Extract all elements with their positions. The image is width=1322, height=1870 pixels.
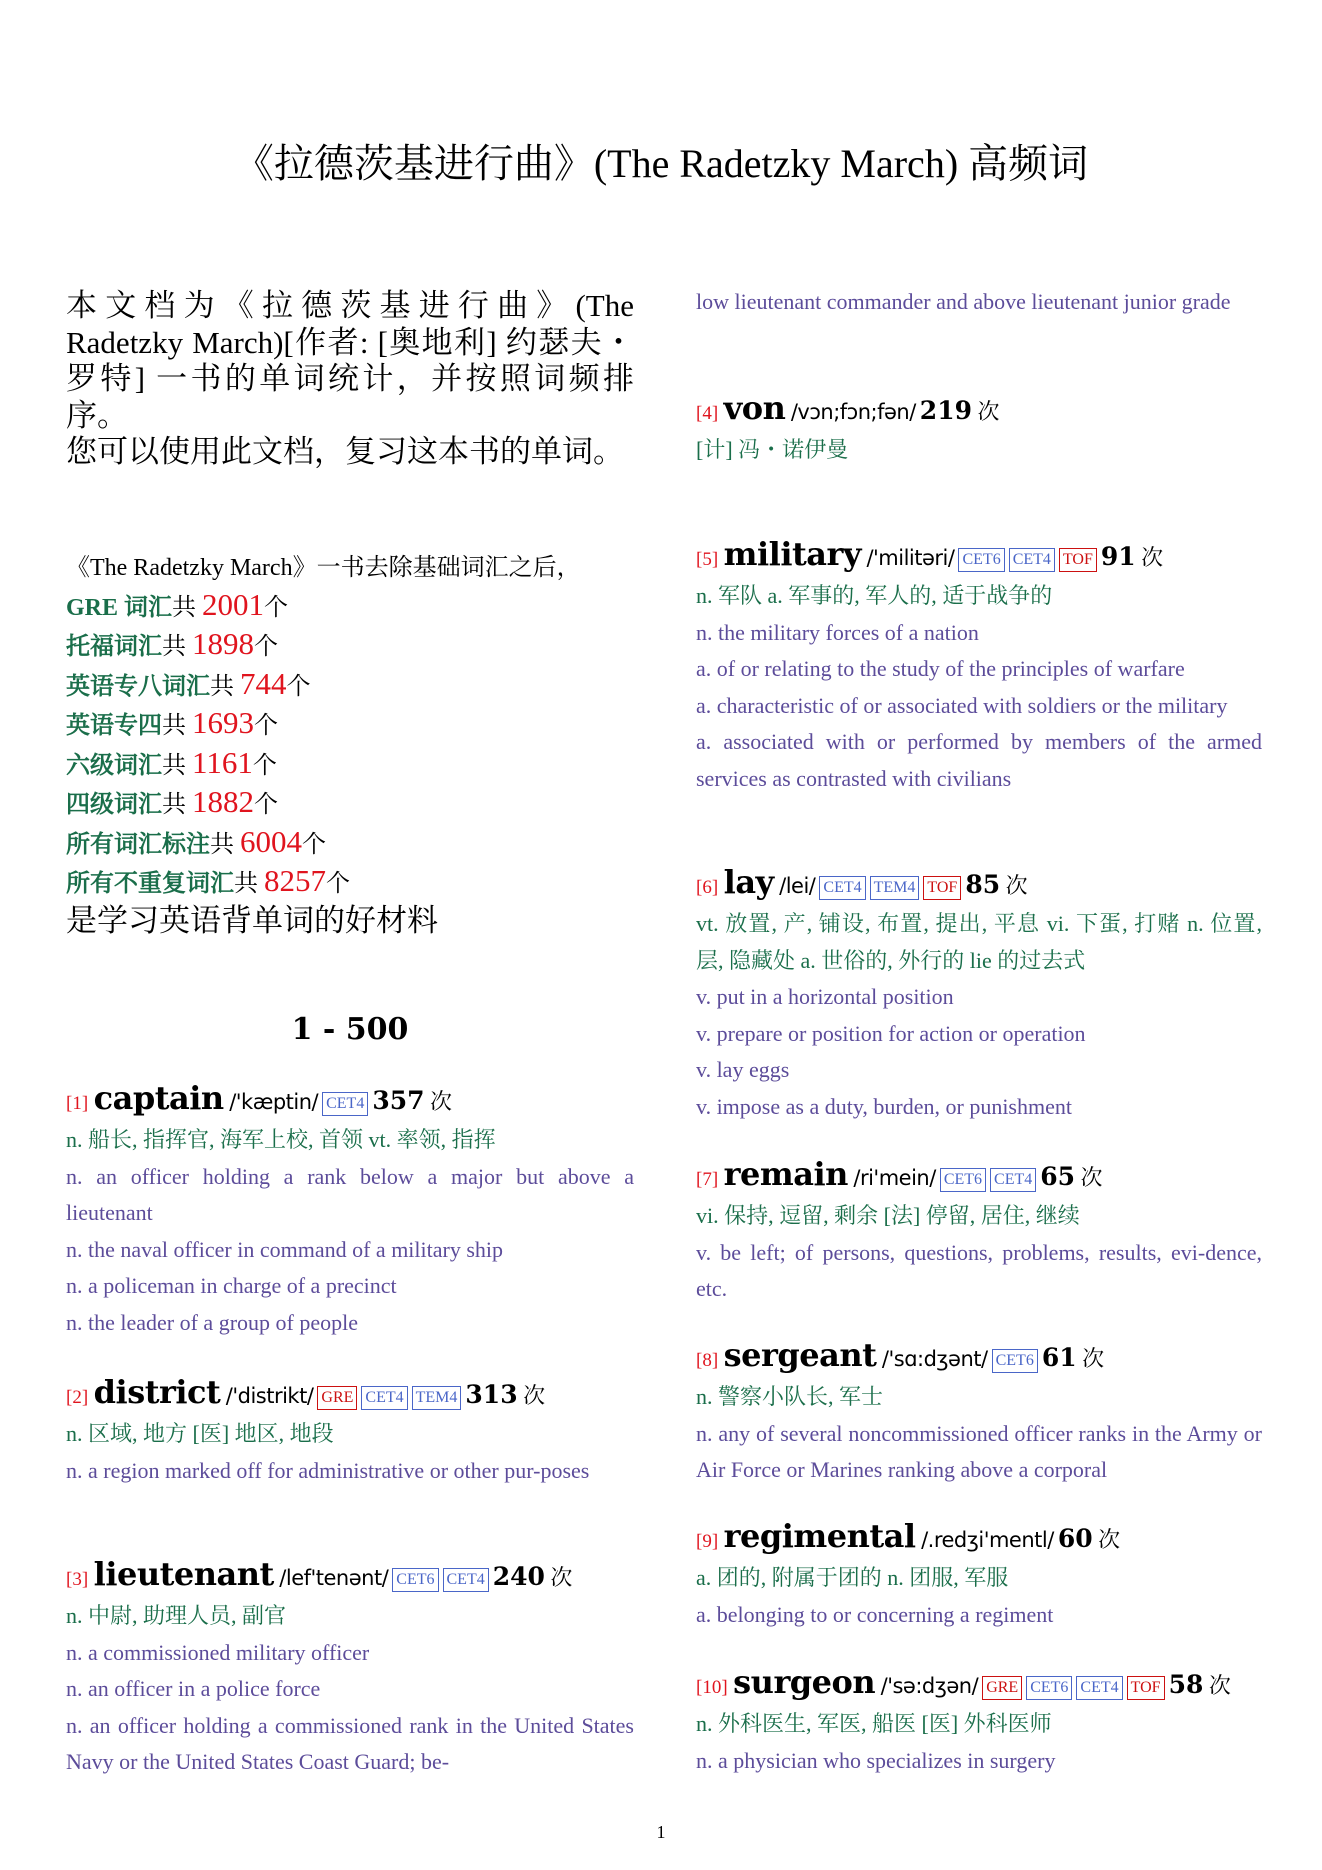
stats-mid: 共 <box>162 634 192 660</box>
entry-word: sergeant <box>723 1336 877 1374</box>
stats-value: 1882 <box>192 784 254 819</box>
entry-index: [7] <box>696 1169 719 1190</box>
entry-head <box>696 1664 1262 1706</box>
vocab-stats <box>66 550 646 939</box>
times-unit: 次 <box>1208 1673 1231 1698</box>
exam-tag-cet4: CET4 <box>361 1386 407 1410</box>
times-unit: 次 <box>1141 545 1164 570</box>
entry-head <box>66 1374 634 1416</box>
stats-mid: 共 <box>210 831 240 858</box>
entry-count: 91 <box>1100 542 1136 571</box>
exam-tag-cet6: CET6 <box>940 1168 986 1192</box>
intro-line-1: 本文档为《拉德茨基进行曲》(The Radetzky March)[作者: [奥地利] 约瑟夫・罗特] 一书的单词统计，并按照词频排序。 <box>66 288 634 433</box>
entry-index: [9] <box>696 1531 719 1552</box>
times-unit: 次 <box>1082 1346 1105 1371</box>
chinese-definition: n. 军队 a. 军事的, 军人的, 适于战争的 <box>696 583 1053 608</box>
exam-tag-cet6: CET6 <box>1026 1676 1072 1700</box>
stats-unit: 个 <box>254 634 278 660</box>
entry-word: military <box>723 535 861 573</box>
entry-index: [8] <box>696 1350 719 1371</box>
stats-value: 8257 <box>264 863 326 898</box>
stats-mid: 共 <box>162 752 192 779</box>
english-definition: n. the naval officer in command of a military ship <box>66 1236 504 1262</box>
english-definition: n. a commissioned military officer <box>66 1639 370 1665</box>
times-unit: 次 <box>977 399 1000 424</box>
english-definition: n. a region marked off for administrative or other pur-poses <box>66 1457 590 1483</box>
stats-label: GRE 词汇 <box>66 594 173 621</box>
english-definition: v. lay eggs <box>696 1057 790 1082</box>
entry-word: lay <box>723 863 774 901</box>
stats-unit: 个 <box>286 673 311 700</box>
stats-value: 6004 <box>240 823 302 859</box>
times-unit: 次 <box>430 1089 453 1114</box>
english-definition: a. belonging to or concerning a regiment <box>696 1601 1054 1627</box>
entry-head <box>696 1518 1262 1560</box>
stats-value: 744 <box>240 665 287 701</box>
entry-index: [3] <box>66 1569 89 1590</box>
entry-index: [1] <box>66 1093 89 1114</box>
stats-row <box>66 666 646 706</box>
exam-tag-tem4: TEM4 <box>870 876 920 900</box>
stats-closing: 是学习英语背单词的好材料 <box>66 902 438 938</box>
chinese-definition: vi. 保持, 逗留, 剩余 [法] 停留, 居住, 继续 <box>696 1203 1080 1228</box>
entry-phonetic: /'sə:dʒən/ <box>880 1674 979 1698</box>
range-heading: 1 - 500 <box>291 1012 409 1047</box>
english-definition: n. the military forces of a nation <box>696 619 979 645</box>
stats-unit: 个 <box>252 752 277 779</box>
entry-word: regimental <box>723 1517 916 1555</box>
entry-index: [4] <box>696 403 719 424</box>
stats-label: 六级词汇 <box>66 752 162 779</box>
stats-row <box>66 745 646 785</box>
word-entry <box>696 864 1262 1125</box>
english-definition: v. prepare or position for action or operation <box>696 1020 1086 1046</box>
entry-phonetic: /lef'tenənt/ <box>279 1566 389 1590</box>
entry-phonetic: /'distrikt/ <box>225 1384 314 1408</box>
exam-tag-cet4: CET4 <box>443 1568 489 1592</box>
stats-label: 托福词汇 <box>66 634 162 660</box>
intro-paragraph <box>66 288 634 471</box>
exam-tag-cet4: CET4 <box>990 1168 1036 1192</box>
word-entry <box>696 1337 1262 1489</box>
entry-head <box>696 536 1262 578</box>
entry-phonetic: /'militəri/ <box>866 546 955 570</box>
entry-phonetic: /'sɑ:dʒənt/ <box>881 1347 988 1371</box>
times-unit: 次 <box>1005 873 1028 898</box>
exam-tag-gre: GRE <box>317 1386 357 1410</box>
chinese-definition: n. 区域, 地方 [医] 地区, 地段 <box>66 1421 334 1446</box>
times-unit: 次 <box>523 1383 546 1408</box>
entry-phonetic: /.redʒi'mentl/ <box>921 1528 1054 1552</box>
chinese-definition: n. 警察小队长, 军士 <box>696 1384 884 1409</box>
english-definition: n. an officer in a police force <box>66 1676 321 1701</box>
word-entry <box>696 390 1262 469</box>
page-number: 1 <box>656 1822 666 1842</box>
entry-count: 85 <box>965 870 1001 899</box>
entry-index: [10] <box>696 1677 728 1698</box>
entry-word: district <box>93 1373 221 1411</box>
english-definition: a. associated with or performed by members of the armed services as contrasted with civilians <box>696 729 1262 791</box>
exam-tag-cet6: CET6 <box>958 548 1004 572</box>
entry-index: [5] <box>696 549 719 570</box>
entry-word: surgeon <box>733 1663 876 1701</box>
english-definition: n. any of several noncommissioned officer ranks in the Army or Air Force or Marines ranking above a corporal <box>696 1420 1262 1482</box>
chinese-definition: vt. 放置, 产, 铺设, 布置, 提出, 平息 vi. 下蛋, 打赌 n. 位置, 层, 隐藏处 a. 世俗的, 外行的 lie 的过去式 <box>696 911 1262 973</box>
stats-label: 英语专四 <box>66 713 162 739</box>
entry-head <box>66 1080 634 1122</box>
english-definition: low lieutenant commander and above lieutenant junior grade <box>696 289 1231 314</box>
document-title: 《拉德茨基进行曲》(The Radetzky March) 高频词 <box>233 141 1089 186</box>
chinese-definition: [计] 冯・诺伊曼 <box>696 437 849 462</box>
chinese-definition: n. 船长, 指挥官, 海军上校, 首领 vt. 率领, 指挥 <box>66 1127 496 1152</box>
stats-label: 英语专八词汇 <box>66 673 210 700</box>
times-unit: 次 <box>550 1565 573 1590</box>
english-definition: a. characteristic of or associated with soldiers or the military <box>696 692 1228 718</box>
word-entry <box>696 1156 1262 1308</box>
exam-tag-tof: TOF <box>1127 1676 1165 1700</box>
entry-count: 357 <box>372 1086 425 1115</box>
entry-index: [6] <box>696 877 719 898</box>
stats-row <box>66 784 646 824</box>
stats-unit: 个 <box>254 713 278 739</box>
stats-value: 1693 <box>192 705 254 740</box>
stats-mid: 共 <box>210 673 240 700</box>
stats-row <box>66 863 646 903</box>
exam-tag-tem4: TEM4 <box>412 1386 462 1410</box>
stats-lead: 《The Radetzky March》一书去除基础词汇之后， <box>66 555 581 581</box>
english-definition: n. the leader of a group of people <box>66 1309 358 1335</box>
stats-unit: 个 <box>326 871 350 897</box>
entry-word: captain <box>93 1079 224 1117</box>
exam-tag-cet4: CET4 <box>1076 1676 1122 1700</box>
intro-line-2: 您可以使用此文档，复习这本书的单词。 <box>66 434 624 469</box>
word-entry <box>66 1374 634 1489</box>
english-definition: n. an officer holding a rank below a major but above a lieutenant <box>66 1163 634 1225</box>
entry-count: 313 <box>465 1380 518 1409</box>
stats-mid: 共 <box>162 792 192 818</box>
stats-value: 1161 <box>192 744 253 780</box>
exam-tag-cet4: CET4 <box>1009 548 1055 572</box>
english-definition: v. put in a horizontal position <box>696 984 954 1009</box>
chinese-definition: n. 中尉, 助理人员, 副官 <box>66 1603 287 1628</box>
stats-row <box>66 587 646 627</box>
entry-count: 219 <box>919 396 972 425</box>
english-definition: n. a policeman in charge of a precinct <box>66 1273 397 1298</box>
english-definition: n. an officer holding a commissioned rank in the United States Navy or the United States Coast Guard; be- <box>66 1712 634 1774</box>
word-entry <box>66 1080 634 1341</box>
entry-head <box>696 1156 1262 1198</box>
exam-tag-cet4: CET4 <box>819 876 865 900</box>
entry-word: remain <box>723 1155 848 1193</box>
entry-phonetic: /vɔn;fɔn;fən/ <box>790 400 916 424</box>
entry-count: 60 <box>1057 1524 1093 1553</box>
exam-tag-cet6: CET6 <box>392 1568 438 1592</box>
entry-head <box>66 1556 634 1598</box>
chinese-definition: a. 团的, 附属于团的 n. 团服, 军服 <box>696 1565 1009 1590</box>
entry-word: lieutenant <box>93 1555 274 1593</box>
stats-label: 所有不重复词汇 <box>66 871 234 897</box>
entry-head <box>696 864 1262 906</box>
exam-tag-tof: TOF <box>923 876 961 900</box>
stats-mid: 共 <box>172 594 203 621</box>
entry-count: 65 <box>1040 1162 1076 1191</box>
exam-tag-cet4: CET4 <box>322 1092 368 1116</box>
stats-row <box>66 626 646 666</box>
stats-mid: 共 <box>234 871 264 897</box>
exam-tag-gre: GRE <box>982 1676 1022 1700</box>
stats-unit: 个 <box>264 594 289 621</box>
stats-label: 四级词汇 <box>66 792 162 818</box>
entry-phonetic: /'kæptin/ <box>229 1090 319 1114</box>
entry-count: 58 <box>1168 1670 1204 1699</box>
english-definition: a. of or relating to the study of the principles of warfare <box>696 656 1185 681</box>
entry-index: [2] <box>66 1387 89 1408</box>
word-entry <box>696 1518 1262 1633</box>
entry-count: 240 <box>492 1562 545 1591</box>
entry-head <box>696 390 1262 432</box>
word-entry <box>696 536 1262 797</box>
exam-tag-cet6: CET6 <box>992 1349 1038 1373</box>
english-definition: n. a physician who specializes in surgery <box>696 1747 1056 1773</box>
stats-row <box>66 824 646 864</box>
entry-count: 61 <box>1041 1343 1077 1372</box>
chinese-definition: n. 外科医生, 军医, 船医 [医] 外科医师 <box>696 1711 1052 1736</box>
stats-value: 1898 <box>192 626 254 661</box>
entry-phonetic: /ri'mein/ <box>853 1166 936 1190</box>
english-definition: v. impose as a duty, burden, or punishment <box>696 1093 1072 1119</box>
entry-head <box>696 1337 1262 1379</box>
stats-label: 所有词汇标注 <box>66 831 210 858</box>
exam-tag-tof: TOF <box>1059 548 1097 572</box>
english-definition: v. be left; of persons, questions, problems, results, evi-dence, etc. <box>696 1239 1262 1301</box>
entry-word: von <box>723 389 786 427</box>
stats-unit: 个 <box>302 831 326 858</box>
times-unit: 次 <box>1098 1527 1121 1552</box>
stats-unit: 个 <box>254 792 278 818</box>
stats-value: 2001 <box>202 586 265 622</box>
times-unit: 次 <box>1080 1165 1103 1190</box>
stats-row <box>66 705 646 745</box>
word-entry <box>696 1664 1262 1779</box>
stats-mid: 共 <box>162 713 192 739</box>
entry-phonetic: /lei/ <box>779 874 816 898</box>
